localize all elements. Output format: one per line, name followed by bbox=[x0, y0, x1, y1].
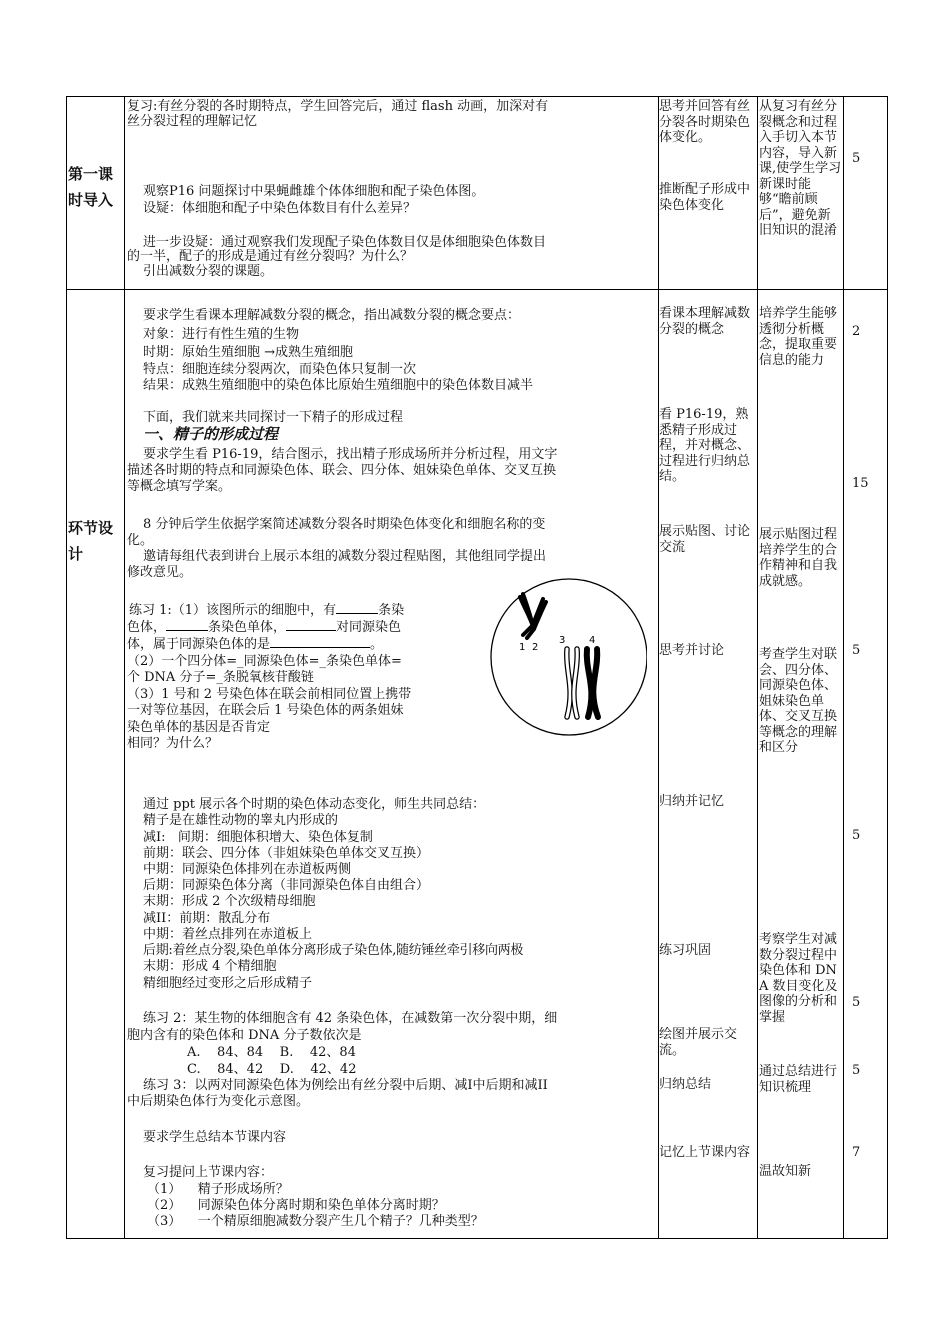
chromosome-label: 1 bbox=[519, 642, 526, 653]
intro-text: 丝分裂过程的理解记忆 bbox=[127, 114, 258, 129]
time-value: 15 bbox=[852, 476, 869, 491]
concept-intro: 要求学生看课本理解减数分裂的概念，指出减数分裂的概念要点： bbox=[143, 308, 521, 323]
review-text: 复习提问上节课内容： bbox=[143, 1165, 274, 1180]
design-intent: 展示贴图过程培养学生的合作精神和自我成就感。 bbox=[759, 527, 838, 589]
student-activity: 看课本理解减数分裂的概念 bbox=[659, 306, 751, 337]
student-activity: 看 P16-19，熟悉精子形成过程，并对概念、过程进行归纳总结。 bbox=[659, 407, 751, 484]
answer-blank[interactable] bbox=[166, 618, 208, 631]
lesson-plan-table bbox=[66, 96, 888, 1239]
review-question: （2） 同源染色体分离时期和染色单体分离时期？ bbox=[147, 1198, 445, 1213]
summary-line: 中期：同源染色体排列在赤道板两侧 bbox=[143, 862, 352, 877]
design-intent: 温故知新 bbox=[759, 1164, 812, 1179]
chromosome-label: 2 bbox=[532, 642, 539, 653]
explore-text: 下面，我们就来共同探讨一下精子的形成过程 bbox=[143, 410, 404, 425]
design-intent: 通过总结进行知识梳理 bbox=[759, 1064, 838, 1095]
design-intent: 从复习有丝分裂概念和过程入手切入本节内容，导入新课,使学生学习新课时能够“瞻前顾后”，避免新旧知识的混淆 bbox=[759, 99, 842, 238]
student-activity: 归纳并记忆 bbox=[659, 794, 725, 809]
summary-line: 精细胞经过变形之后形成精子 bbox=[143, 976, 313, 991]
exercise-1-line: 相同？为什么？ bbox=[127, 736, 219, 751]
summary-line: 末期：形成 2 个次级精母细胞 bbox=[143, 894, 316, 909]
exercise-1-line: 体，属于同源染色体的是 。 bbox=[127, 637, 384, 652]
exercise-1-line: （2）一个四分体=_同源染色体=_条染色单体= bbox=[127, 654, 402, 669]
intro-text: 设疑：体细胞和配子中染色体数目有什么差异？ bbox=[143, 201, 417, 216]
wrap-up-text: 要求学生总结本节课内容 bbox=[143, 1130, 287, 1145]
exercise-1-line: 一对等位基因，在联会后 1 号染色体的两条姐妹 bbox=[127, 703, 404, 718]
task-text: 邀请每组代表到讲台上展示本组的减数分裂过程贴图，其他组同学提出 bbox=[143, 549, 547, 564]
concept-point: 特点：细胞连续分裂两次，而染色体只复制一次 bbox=[143, 362, 417, 377]
summary-line: 中期：着丝点排列在赤道板上 bbox=[143, 927, 313, 942]
concept-point: 对象：进行有性生殖的生物 bbox=[143, 327, 300, 342]
intro-text: 复习:有丝分裂的各时期特点，学生回答完后，通过 flash 动画，加深对有 bbox=[127, 99, 549, 114]
exercise-2-option: C. 84、42 D. 42、42 bbox=[187, 1062, 357, 1077]
intro-text: 的一半，配子的形成是通过有丝分裂吗？为什么？ bbox=[127, 249, 414, 264]
task-text: 8 分钟后学生依据学案简述减数分裂各时期染色体变化和细胞名称的变 bbox=[143, 517, 546, 532]
exercise-2-line: 胞内含有的染色体和 DNA 分子数依次是 bbox=[127, 1028, 362, 1043]
answer-blank[interactable] bbox=[286, 618, 336, 631]
design-intent: 培养学生能够透彻分析概念，提取重要信息的能力 bbox=[759, 306, 838, 368]
answer-blank[interactable] bbox=[336, 601, 378, 614]
chromosome-3 bbox=[567, 649, 578, 717]
chromosome-1 bbox=[520, 594, 533, 627]
cell-chromosome-figure bbox=[487, 577, 647, 737]
answer-blank[interactable] bbox=[270, 635, 370, 648]
exercise-2-option: A. 84、84 B. 42、84 bbox=[187, 1045, 356, 1060]
section-title: 一、精子的形成过程 bbox=[143, 425, 279, 443]
student-activity: 展示贴图、讨论交流 bbox=[659, 524, 751, 555]
task-text: 要求学生看 P16-19，结合图示，找出精子形成场所并分析过程，用文字 bbox=[143, 447, 558, 462]
concept-point: 结果：成熟生殖细胞中的染色体比原始生殖细胞中的染色体数目减半 bbox=[143, 378, 534, 393]
summary-line: 减II：前期：散乱分布 bbox=[143, 911, 271, 926]
column-divider bbox=[757, 97, 758, 1238]
design-intent: 考查学生对联会、四分体、同源染色体、姐妹染色单体、交叉互换等概念的理解和区分 bbox=[759, 647, 838, 755]
time-value: 2 bbox=[852, 324, 861, 339]
time-value: 7 bbox=[852, 1145, 861, 1160]
exercise-1-line: 练习 1:（1）该图所示的细胞中，有 条染 bbox=[129, 603, 405, 618]
task-text: 修改意见。 bbox=[127, 565, 193, 580]
column-divider bbox=[658, 97, 659, 1238]
student-activity: 练习巩固 bbox=[659, 943, 712, 958]
row-header-intro: 第一课 时导入 bbox=[68, 165, 114, 209]
task-text: 等概念填写学案。 bbox=[127, 479, 232, 494]
row-divider bbox=[67, 289, 887, 290]
intro-text: 引出减数分裂的课题。 bbox=[143, 264, 274, 279]
review-question: （3） 一个精原细胞减数分裂产生几个精子？几种类型？ bbox=[147, 1214, 484, 1229]
column-divider bbox=[124, 97, 125, 1238]
student-activity: 推断配子形成中染色体变化 bbox=[659, 182, 751, 213]
summary-line: 后期:着丝点分裂,染色单体分离形成子染色体,随纺锤丝牵引移向两极 bbox=[143, 943, 524, 958]
chromosome-4 bbox=[587, 649, 598, 717]
exercise-1-line: 色体， 条染色单体， 对同源染色 bbox=[127, 620, 402, 635]
task-text: 化。 bbox=[127, 533, 154, 548]
exercise-3-line: 练习 3：以两对同源染色体为例绘出有丝分裂中后期、减Ⅰ中后期和减II bbox=[143, 1078, 548, 1093]
student-activity: 思考并回答有丝分裂各时期染色体变化。 bbox=[659, 99, 751, 145]
concept-point: 时期：原始生殖细胞 →成熟生殖细胞 bbox=[143, 345, 354, 360]
time-value: 5 bbox=[852, 643, 861, 658]
student-activity: 记忆上节课内容 bbox=[659, 1145, 751, 1160]
chromosome-label: 4 bbox=[589, 635, 596, 646]
exercise-2-line: 练习 2：某生物的体细胞含有 42 条染色体，在减数第一次分裂中期，细 bbox=[143, 1011, 558, 1026]
exercise-1-line: 染色单体的基因是否肯定 bbox=[127, 720, 271, 735]
student-activity: 思考并讨论 bbox=[659, 643, 725, 658]
summary-line: 通过 ppt 展示各个时期的染色体动态变化，师生共同总结： bbox=[143, 797, 486, 812]
time-value: 5 bbox=[852, 995, 861, 1010]
review-question: （1） 精子形成场所？ bbox=[147, 1182, 289, 1197]
time-value: 5 bbox=[852, 1063, 861, 1078]
student-activity: 绘图并展示交流。 bbox=[659, 1027, 738, 1058]
time-value: 5 bbox=[852, 151, 861, 166]
task-text: 描述各时期的特点和同源染色体、联会、四分体、姐妹染色单体、交叉互换 bbox=[127, 463, 557, 478]
student-activity: 归纳总结 bbox=[659, 1077, 712, 1092]
summary-line: 末期：形成 4 个精细胞 bbox=[143, 959, 277, 974]
intro-text: 观察P16 问题探讨中果蝇雌雄个体体细胞和配子染色体图。 bbox=[143, 184, 485, 199]
intro-text: 进一步设疑：通过观察我们发现配子染色体数目仅是体细胞染色体数目 bbox=[143, 235, 547, 250]
column-divider bbox=[843, 97, 844, 1238]
exercise-1-line: （3）1 号和 2 号染色体在联会前相同位置上携带 bbox=[127, 687, 412, 702]
exercise-3-line: 中后期染色体行为变化示意图。 bbox=[127, 1094, 310, 1109]
summary-line: 减Ⅰ: 间期：细胞体积增大、染色体复制 bbox=[143, 830, 373, 845]
summary-line: 精子是在雄性动物的睾丸内形成的 bbox=[143, 813, 339, 828]
design-intent: 考察学生对减数分裂过程中染色体和 DNA 数目变化及图像的分析和掌握 bbox=[759, 932, 838, 1025]
chromosome-label: 3 bbox=[559, 635, 566, 646]
exercise-1-line: 个 DNA 分子=_条脱氧核苷酸链 bbox=[127, 670, 314, 685]
time-value: 5 bbox=[852, 828, 861, 843]
summary-line: 前期：联会、四分体（非姐妹染色单体交叉互换） bbox=[143, 846, 430, 861]
row-header-design: 环节设 计 bbox=[68, 519, 114, 563]
summary-line: 后期：同源染色体分离（非同源染色体自由组合） bbox=[143, 878, 430, 893]
